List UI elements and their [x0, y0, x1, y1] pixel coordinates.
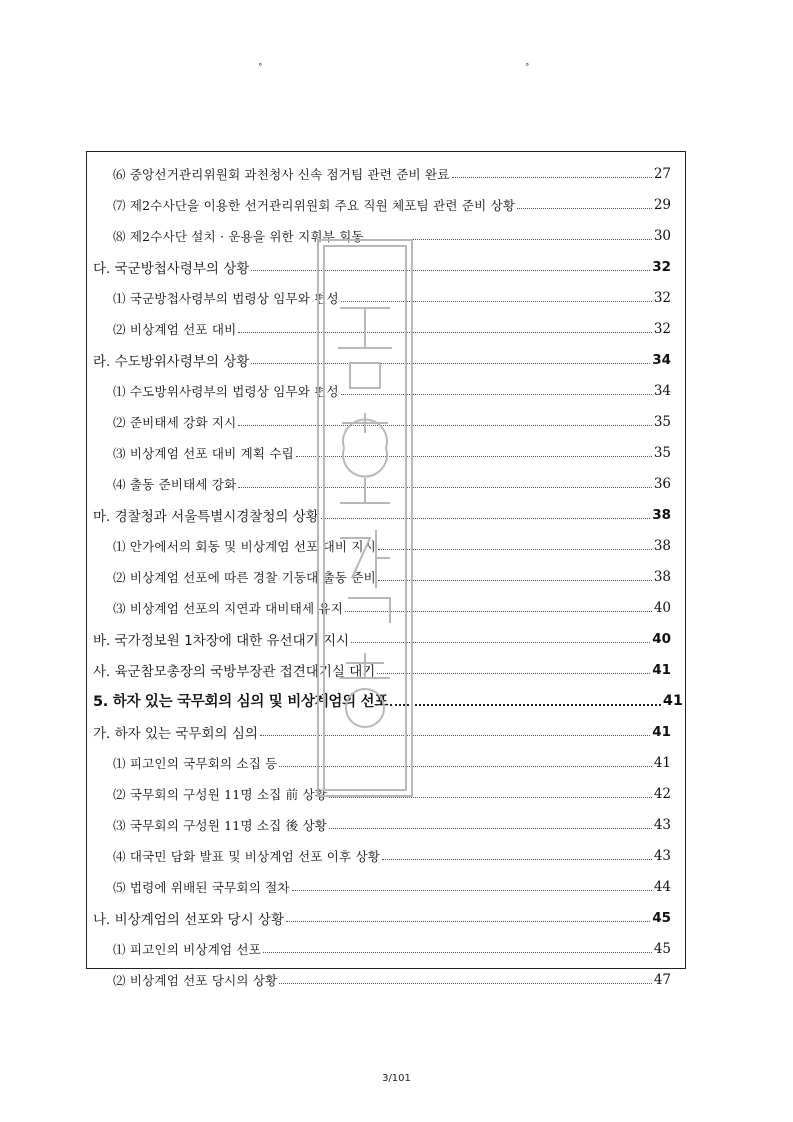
dot-leader [341, 301, 652, 302]
toc-entry-page: 42 [653, 785, 671, 802]
dot-leader [286, 921, 650, 922]
toc-entry[interactable] [87, 220, 685, 251]
toc-entry-title: ⑵ 국무회의 구성원 11명 소집 前 상황 [113, 786, 328, 802]
toc-entry[interactable] [87, 964, 685, 995]
toc-entry-title: 바. 국가정보원 1차장에 대한 유선대기 지시 [93, 632, 350, 649]
dot-leader [452, 177, 652, 178]
dot-leader [292, 890, 652, 891]
toc-entry[interactable] [87, 282, 685, 313]
toc-entry[interactable] [87, 747, 685, 778]
toc-entry-page: 36 [653, 475, 671, 492]
toc-list [87, 158, 685, 995]
toc-entry[interactable] [87, 778, 685, 809]
dot-leader [377, 673, 650, 674]
toc-entry-page: 47 [653, 971, 671, 988]
toc-entry[interactable] [87, 592, 685, 623]
toc-entry-title: 나. 비상계엄의 선포와 당시 상황 [93, 911, 284, 928]
toc-entry[interactable] [87, 716, 685, 747]
toc-entry-page: 35 [653, 413, 671, 430]
toc-entry[interactable] [87, 530, 685, 561]
toc-entry-title: ⑵ 비상계엄 선포 대비 [113, 321, 237, 337]
dot-leader [251, 363, 650, 364]
toc-entry-title: ⑴ 피고인의 비상계엄 선포 [113, 941, 261, 957]
toc-entry[interactable] [87, 933, 685, 964]
toc-entry-title: ⑹ 중앙선거관리위원회 과천청사 신속 점거팀 관련 준비 완료 [113, 166, 450, 182]
toc-entry[interactable] [87, 902, 685, 933]
dot-leader [329, 797, 652, 798]
toc-entry-page: 41 [652, 661, 671, 678]
toc-entry-title: ⑸ 법령에 위배된 국무회의 절차 [113, 879, 290, 895]
toc-entry-title: 가. 하자 있는 국무회의 심의 [93, 725, 258, 742]
toc-entry[interactable] [87, 561, 685, 592]
toc-entry-title: ⑵ 비상계엄 선포 당시의 상황 [113, 972, 278, 988]
toc-entry-title: ⑴ 수도방위사령부의 법령상 임무와 편성 [113, 383, 339, 399]
toc-entry-page: 29 [653, 196, 671, 213]
dot-leader [263, 952, 652, 953]
toc-entry-title: ⑶ 비상계엄 선포 대비 계획 수립 [113, 445, 294, 461]
dot-leader [341, 394, 652, 395]
dot-leader [378, 580, 652, 581]
toc-entry-page: 45 [652, 909, 671, 926]
toc-entry-title: 다. 국군방첩사령부의 상황 [93, 260, 250, 277]
toc-entry-title: ⑵ 비상계엄 선포에 따른 경찰 기동대 출동 준비 [113, 569, 376, 585]
toc-entry-page: 34 [653, 382, 671, 399]
toc-entry-title: ⑺ 제2수사단을 이용한 선거관리위원회 주요 직원 체포팀 관련 준비 상황 [113, 197, 516, 213]
toc-entry[interactable] [87, 623, 685, 654]
dot-leader [366, 239, 652, 240]
toc-entry-page: 40 [653, 599, 671, 616]
toc-entry-page: 40 [652, 630, 671, 647]
toc-entry-title: 마. 경찰청과 서울특별시경찰청의 상황 [93, 508, 319, 525]
toc-entry[interactable] [87, 654, 685, 685]
dot-leader [351, 642, 650, 643]
toc-entry-page: 38 [652, 506, 671, 523]
toc-entry-page: 41 [652, 723, 671, 740]
toc-entry[interactable] [87, 158, 685, 189]
dot-leader [296, 456, 652, 457]
toc-entry-page: 30 [653, 227, 671, 244]
toc-entry-page: 43 [653, 816, 671, 833]
toc-entry-page: 45 [653, 940, 671, 957]
toc-entry[interactable] [87, 189, 685, 220]
toc-entry-page: 32 [652, 258, 671, 275]
toc-entry-page: 35 [653, 444, 671, 461]
toc-entry-title: ⑴ 국군방첩사령부의 법령상 임무와 편성 [113, 290, 339, 306]
toc-entry-page: 41 [653, 754, 671, 771]
dot-leader [329, 828, 652, 829]
toc-entry-title: ⑴ 피고인의 국무회의 소집 등 [113, 755, 278, 771]
toc-entry-title: ⑶ 국무회의 구성원 11명 소집 後 상황 [113, 817, 328, 833]
toc-entry[interactable] [87, 437, 685, 468]
toc-entry-page: 32 [653, 320, 671, 337]
toc-entry-page: 32 [653, 289, 671, 306]
toc-entry-page: 27 [653, 165, 671, 182]
dot-leader [238, 332, 651, 333]
toc-entry-title: 사. 육군참모총장의 국방부장관 접견대기실 대기 [93, 663, 376, 680]
toc-entry[interactable] [87, 840, 685, 871]
toc-entry-page: 38 [653, 537, 671, 554]
page-number: 3/101 [382, 1073, 411, 1084]
toc-entry-page: 41 [662, 692, 683, 709]
toc-entry[interactable] [87, 468, 685, 499]
toc-entry[interactable] [87, 406, 685, 437]
toc-entry-page: 43 [653, 847, 671, 864]
toc-entry-title: ⑷ 출동 준비태세 강화 [113, 476, 237, 492]
toc-entry-title: ⑻ 제2수사단 설치 · 운용을 위한 지휘부 회동 [113, 228, 364, 244]
toc-entry[interactable] [87, 685, 685, 716]
table-of-contents [86, 151, 686, 988]
toc-entry[interactable] [87, 871, 685, 902]
dot-leader [238, 487, 651, 488]
toc-entry-page: 44 [653, 878, 671, 895]
dot-leader [279, 983, 651, 984]
toc-entry-page: 34 [652, 351, 671, 368]
toc-entry-page: 38 [653, 568, 671, 585]
toc-entry-title: 라. 수도방위사령부의 상황 [93, 353, 250, 370]
toc-entry[interactable] [87, 313, 685, 344]
toc-entry[interactable] [87, 344, 685, 375]
toc-entry-title: ⑷ 대국민 담화 발표 및 비상계엄 선포 이후 상황 [113, 848, 381, 864]
toc-entry[interactable] [87, 251, 685, 282]
dot-leader [238, 425, 651, 426]
dot-leader [260, 735, 650, 736]
dot-leader [345, 611, 652, 612]
dot-leader [517, 208, 652, 209]
dot-leader [251, 270, 650, 271]
dot-leader [390, 704, 661, 706]
header-mark-left: ˚ [258, 64, 263, 74]
toc-entry-title: ⑶ 비상계엄 선포의 지연과 대비태세 유지 [113, 600, 343, 616]
dot-leader [279, 766, 651, 767]
dot-leader [321, 518, 650, 519]
header-mark-right: ˚ [525, 64, 530, 74]
toc-entry[interactable] [87, 809, 685, 840]
dot-leader [378, 549, 652, 550]
toc-entry[interactable] [87, 375, 685, 406]
toc-entry-title: ⑵ 준비태세 강화 지시 [113, 414, 237, 430]
toc-entry-title: ⑴ 안가에서의 회동 및 비상계엄 선포 대비 지시 [113, 538, 376, 554]
dot-leader [382, 859, 652, 860]
toc-entry[interactable] [87, 499, 685, 530]
toc-entry-title: 5. 하자 있는 국무회의 심의 및 비상계엄의 선포 [93, 694, 388, 710]
